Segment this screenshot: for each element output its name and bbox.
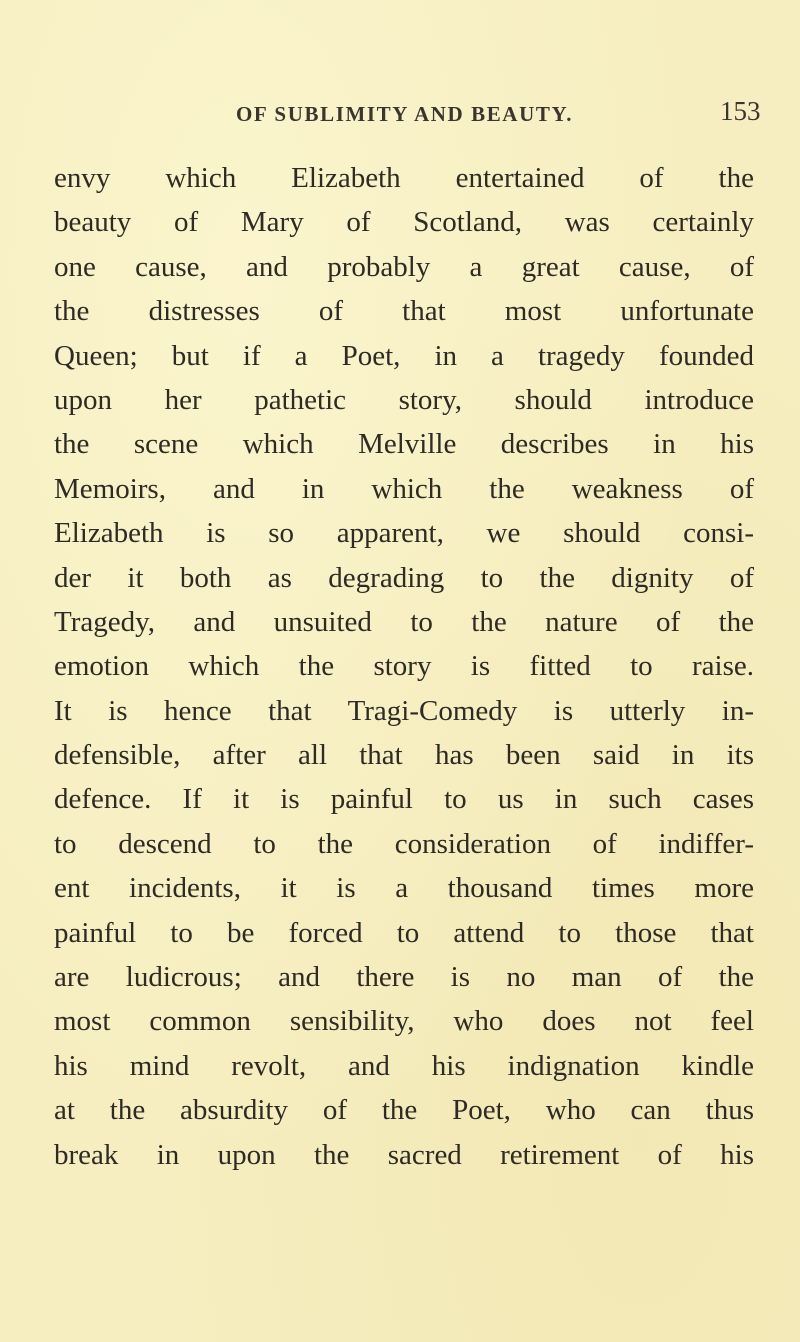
text-line-4: the distresses of that most unfortunate [54, 295, 754, 328]
text-line-3: one cause, and probably a great cause, of [54, 250, 754, 283]
text-line-16: to descend to the consideration of indiffer- [54, 827, 754, 860]
text-line-20: most common sensibility, who does not feel [54, 1005, 754, 1038]
text-line-12: emotion which the story is fitted to raise. [54, 650, 754, 683]
text-line-21: his mind revolt, and his indignation kindle [54, 1049, 754, 1082]
running-head [0, 96, 800, 142]
text-line-14: defensible, after all that has been said in its [54, 739, 754, 772]
text-line-2: beauty of Mary of Scotland, was certainly [54, 206, 754, 239]
text-line-1: envy which Elizabeth entertained of the [54, 162, 754, 194]
text-line-6: upon her pathetic story, should introduce [54, 383, 754, 416]
text-line-17: ent incidents, it is a thousand times more [54, 872, 754, 905]
text-line-5: Queen; but if a Poet, in a tragedy founded [54, 339, 754, 372]
text-line-22: at the absurdity of the Poet, who can thus [54, 1094, 754, 1127]
text-line-13: It is hence that Tragi-Comedy is utterly in- [54, 694, 754, 727]
text-line-9: Elizabeth is so apparent, we should consi- [54, 517, 754, 550]
text-line-23: break in upon the sacred retirement of his [54, 1138, 754, 1171]
text-line-18: painful to be forced to attend to those that [54, 916, 754, 949]
body-text [54, 156, 754, 1177]
running-title: OF SUBLIMITY AND BEAUTY. [236, 102, 574, 126]
page-number: 153 [720, 96, 761, 126]
text-line-7: the scene which Melville describes in his [54, 428, 754, 461]
text-line-10: der it both as degrading to the dignity of [54, 561, 754, 594]
text-line-19: are ludicrous; and there is no man of the [54, 961, 754, 994]
text-line-8: Memoirs, and in which the weakness of [54, 472, 754, 505]
text-line-11: Tragedy, and unsuited to the nature of the [54, 605, 754, 638]
text-line-15: defence. If it is painful to us in such cases [54, 783, 754, 816]
